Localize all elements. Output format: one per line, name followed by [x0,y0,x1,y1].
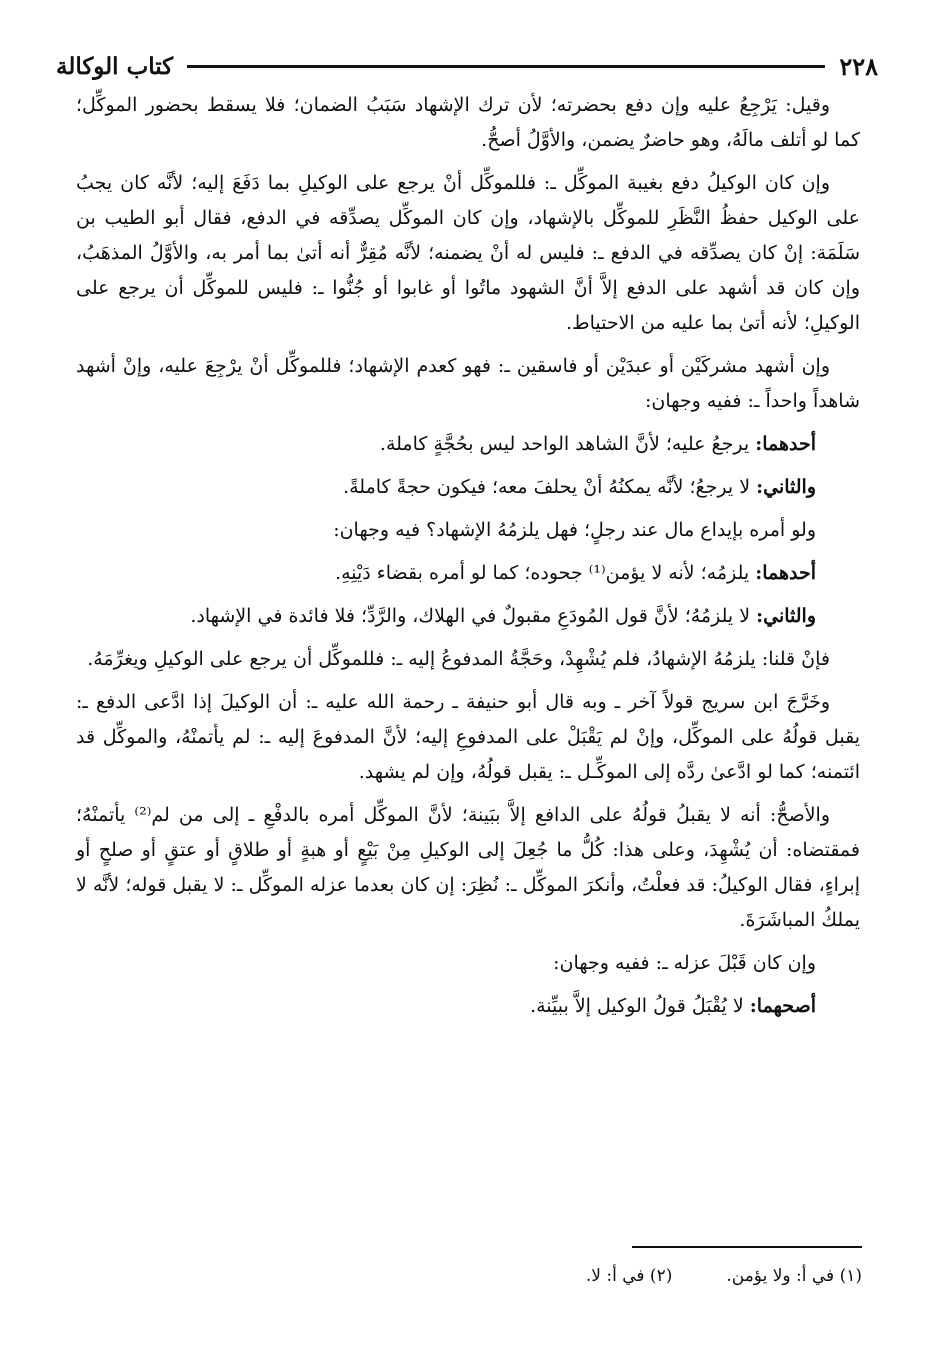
chapter-title: كتاب الوكالة [56,52,174,80]
footnote-2: (٢) في أ: لا. [585,1266,673,1286]
paragraph [76,685,860,790]
footnote-separator [632,1246,862,1248]
list-item [76,513,860,548]
list-item [76,427,860,462]
item-label: أحدهما: [755,562,816,584]
page-body [76,88,860,1032]
item-label: والثاني: [756,476,816,498]
paragraph-text: وإن أشهد مشركَيْن أو عبدَيْن أو فاسقين ـ: فهو كعدم الإشهاد؛ فللموكِّل أنْ يرْجِعَ عليه، وإنْ أشهد شاهداً واحداً ـ: ففيه وجهان: [76,355,860,412]
paragraph-text: والأصحُّ: أنه لا يقبلُ قولُهُ على الدافع إلاَّ ببَينة؛ لأنَّ الموكِّل أمره بالدفْعِ ـ إلى من لم⁽²⁾ يأتمنْهُ؛ فمقتضاه: أن يُشْهِدَ، وعلى هذا: كُلُّ ما جُعِلَ إلى الوكيلِ مِنْ بَيْعٍ أو هبةٍ أو طلاقٍ أو عتقٍ أو صلحٍ أو إبراءٍ، فقال الوكيلُ: قد فعلْتُ، وأنكرَ الموكِّل ـ: نُظِرَ: إن كان بعدما عزله الموكِّل ـ: لا يقبل قوله؛ لأنَّه لا يملكُ المباشَرَةَ. [76,804,860,931]
paragraph [76,166,860,341]
paragraph-text: فإنْ قلنا: يلزمُهُ الإشهادُ، فلم يُشْهِدْ، وحَجَّةُ المدفوعُ إليه ـ: فللموكِّل أن يرجع على الوكيلِ ويغرِّمَهُ. [87,648,830,670]
paragraph-text: وخَرَّجَ ابن سريج قولاً آخر ـ وبه قال أبو حنيفة ـ رحمة الله عليه ـ: أن الوكيلَ إذا ادَّعى الدفع ـ: يقبل قولُهُ على الموكِّل، وإنْ لم يَقْبَلْ على المدفوعِ إليه؛ لأنَّ المدفوعَ إليه ـ: لم يأتمنْهُ، والموكِّل قد ائتمنه؛ كما لو ادَّعىٰ ردَّه إلى الموكِّـل ـ: يقبل قولُهُ، وإن لم يشهد. [76,691,860,783]
item-label: أحدهما: [755,433,816,455]
paragraph-text: وقيل: يَرْجِعُ عليه وإن دفع بحضرته؛ لأن ترك الإشهاد سَبَبُ الضمان؛ فلا يسقط بحضور الموكِّل؛ كما لو أتلف مالَهُ، وهو حاضرٌ يضمن، والأوَّلُ أصحُّ. [76,94,860,151]
paragraph-text: لا يلزمُهُ؛ لأنَّ قول المُودَعِ مقبولٌ في الهلاك، والرَّدِّ؛ فلا فائدة في الإشهاد. [190,605,757,627]
header-rule [187,65,825,68]
list-item [76,989,860,1024]
paragraph-text: ولو أمره بإيداع مال عند رجلٍ؛ فهل يلزمُهُ الإشهاد؟ فيه وجهان: [333,519,816,541]
paragraph [76,349,860,419]
paragraph [76,88,860,158]
page-header [56,48,878,84]
paragraph-text: يرجعُ عليه؛ لأنَّ الشاهد الواحد ليس بحُجَّةٍ كاملة. [379,433,756,455]
paragraph-text: لا يرجعُ؛ لأنَّه يمكنُهُ أنْ يحلفَ معه؛ فيكون حجةً كاملةً. [343,476,757,498]
paragraph-text: يلزمُه؛ لأنه لا يؤمن⁽¹⁾ جحوده؛ كما لو أمره بقضاء دَيْنِهِ. [335,562,756,584]
paragraph-text: لا يُقْبَلُ قولُ الوكيل إلاَّ ببيِّنة. [530,995,750,1017]
paragraph [76,642,860,677]
list-item [76,946,860,981]
page-number: ٢٢٨ [839,51,878,81]
item-label: والثاني: [756,605,816,627]
item-label: أصحهما: [749,995,816,1017]
paragraph-text: وإن كان الوكيلُ دفع بغيبة الموكِّل ـ: فللموكِّل أنْ يرجع على الوكيلِ بما دَفَعَ إليه؛ لأنَّه كان يجبُ على الوكيل حفظُ النَّظَرِ للموكِّل بالإشهاد، وإن كان الموكِّل يصدِّقه في الدفع، فقال أبو الطيب بن سَلَمَة: إنْ كان يصدِّقه في الدفع ـ: فليس له أنْ يضمنه؛ لأنَّه مُقِرٌّ أنه أتىٰ بما أمر به، والأوَّلُ المذهَبُ، وإن كان قد أشهد على الدفع إلاَّ أنَّ الشهود ماتُوا أو غابوا أو جُنُّوا ـ: فليس للموكِّل أن يرجع على الوكيلِ؛ لأنه أتىٰ بما عليه من الاحتياط. [76,172,860,334]
list-item [76,556,860,591]
paragraph-text: وإن كان قَبْلَ عزله ـ: ففيه وجهان: [553,952,816,974]
footnotes [300,1266,862,1286]
list-item [76,470,860,505]
paragraph [76,798,860,938]
list-item [76,599,860,634]
footnote-1: (١) في أ: ولا يؤمن. [726,1266,862,1286]
